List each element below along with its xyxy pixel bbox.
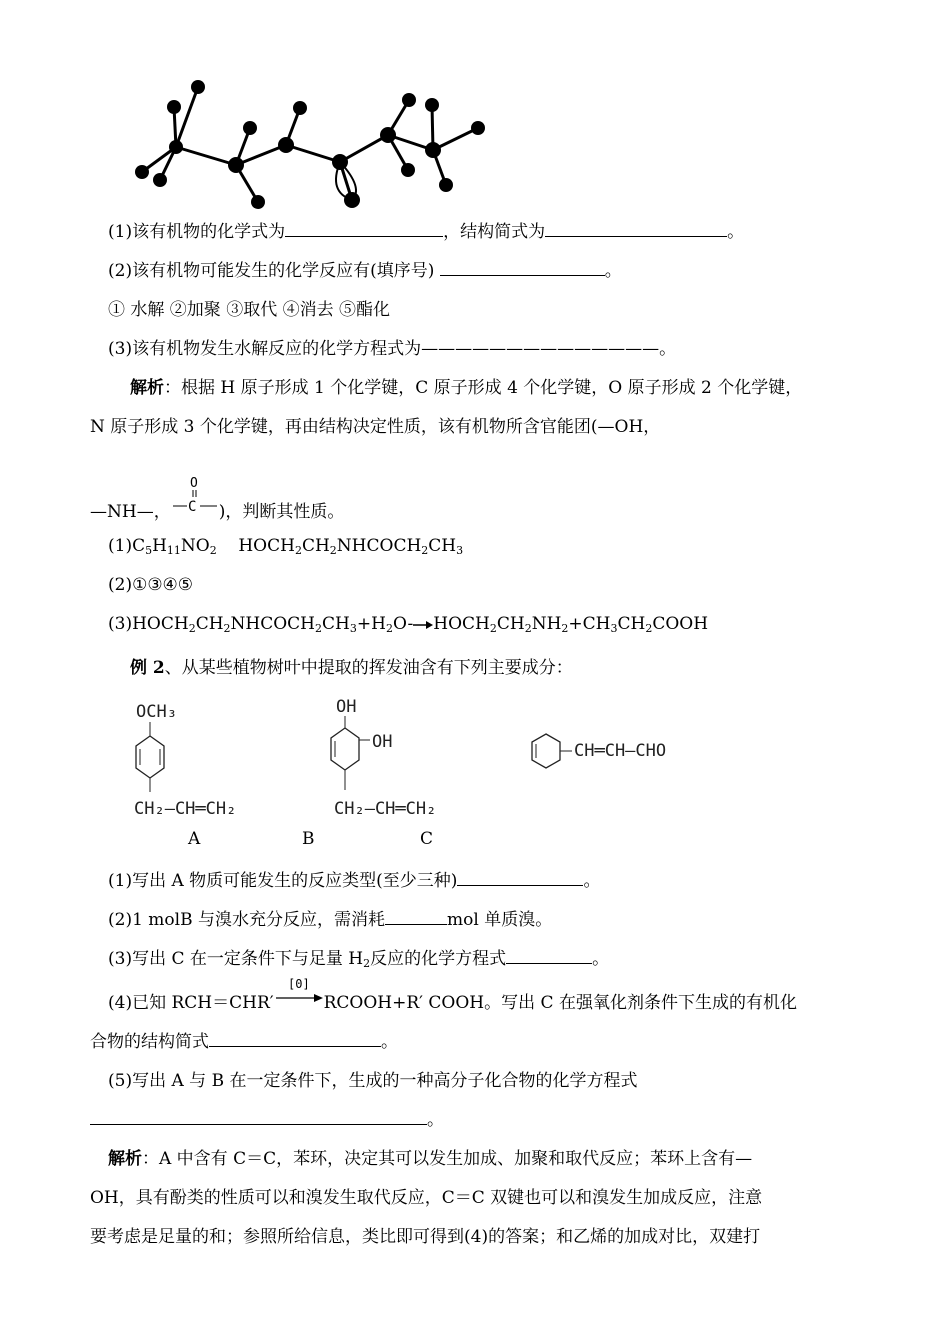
analysis-label: 解析 (108, 1149, 142, 1169)
analysis-1-line3: —NH—， O C )，判断其性质。 (90, 476, 345, 522)
answer-blank (506, 949, 592, 964)
structure-c-label: C (420, 829, 434, 849)
svg-text:OH: OH (372, 732, 393, 752)
question-1-part3: (3)该有机物发生水解反应的化学方程式为——————————————。 (108, 339, 677, 359)
analysis-2-line1: 解析：A 中含有 C＝C，苯环，决定其可以发生加成、加聚和取代反应；苯环上含有— (108, 1149, 753, 1169)
example-2-q3: (3)写出 C 在一定条件下与足量 $H_2$反应的化学方程式 。 (108, 949, 610, 970)
structure-b (302, 692, 520, 852)
answer-1-2: (2)①③④⑤ (108, 575, 194, 595)
analysis-1-line2: N 原子形成 3 个化学键，再由结构决定性质，该有机物所含官能团(—OH， (90, 417, 661, 437)
structure-c (532, 726, 752, 776)
example-2-q4-cont: 合物的结构简式 。 (90, 1032, 398, 1052)
svg-text:C: C (187, 499, 197, 515)
answer-1-1: $(1)C_5H_{11}NO_2$ $HOCH_2CH_2NHCOCH_2CH_3$ (108, 536, 464, 557)
example-label: 例 2 (130, 658, 165, 678)
analysis-2-line2: OH，具有酚类的性质可以和溴发生取代反应，C＝C 双键也可以和溴发生加成反应，注意 (90, 1188, 763, 1208)
structure-b-label: B (302, 829, 315, 849)
answer-1-3: $(3)HOCH_2CH_2NHCOCH_2CH_3+H_2O-$ $HOCH_2CH_2NH_2+CH_3CH_2COOH$ (108, 614, 709, 635)
svg-text:O: O (189, 476, 198, 491)
structure-a-label: A (188, 829, 201, 849)
analysis-2-line3: 要考虑是足量的和；参照所给信息，类比即可得到(4)的答案；和乙烯的加成对比，双建打 (90, 1227, 761, 1247)
answer-blank (545, 222, 727, 237)
example-2-q5: (5)写出 A 与 B 在一定条件下，生成的一种高分子化合物的化学方程式 (108, 1071, 638, 1091)
svg-text:OH: OH (336, 697, 357, 717)
svg-text:OCH₃: OCH₃ (136, 702, 177, 722)
answer-blank (209, 1032, 381, 1047)
example-2-q2: (2)1 molB 与溴水充分反应，需消耗 mol 单质溴。 (108, 910, 553, 930)
answer-blank (285, 222, 443, 237)
question-1-part1: (1)该有机物的化学式为 ，结构简式为 。 (108, 222, 745, 242)
carbonyl-group (171, 476, 219, 517)
answer-blank (440, 261, 605, 276)
example-2-q5-blank: 。 (90, 1105, 444, 1130)
example-2-q4: (4)已知 RCH＝CHR′ [0] RCOOH+R′ COOH。写出 C 在强氧化剂条件下生成的有机化 (108, 977, 797, 1013)
structure-a (130, 692, 310, 852)
reaction-arrow (274, 977, 324, 1008)
svg-text:[0]: [0] (287, 977, 310, 991)
molecule-model-figure (128, 80, 488, 215)
svg-text:CH═CH—CHO: CH═CH—CHO (574, 741, 667, 761)
answer-blank (90, 1110, 427, 1125)
answer-blank (385, 910, 447, 925)
answer-blank (457, 871, 583, 886)
question-1-part2: (2)该有机物可能发生的化学反应有(填序号) 。 (108, 261, 622, 281)
analysis-1-line1: 解析：根据 H 原子形成 1 个化学键，C 原子形成 4 个化学键，O 原子形成 2 个化学键， (130, 378, 803, 398)
question-1-options: ① 水解 ②加聚 ③取代 ④消去 ⑤酯化 (108, 300, 391, 320)
example-2-intro: 例 2、从某些植物树叶中提取的挥发油含有下列主要成分： (130, 658, 573, 678)
svg-text:CH₂—CH═CH₂: CH₂—CH═CH₂ (334, 799, 437, 819)
example-2-q1: (1)写出 A 物质可能发生的反应类型(至少三种) 。 (108, 871, 601, 891)
analysis-label: 解析 (130, 378, 164, 398)
svg-text:CH₂—CH═CH₂: CH₂—CH═CH₂ (134, 799, 237, 819)
